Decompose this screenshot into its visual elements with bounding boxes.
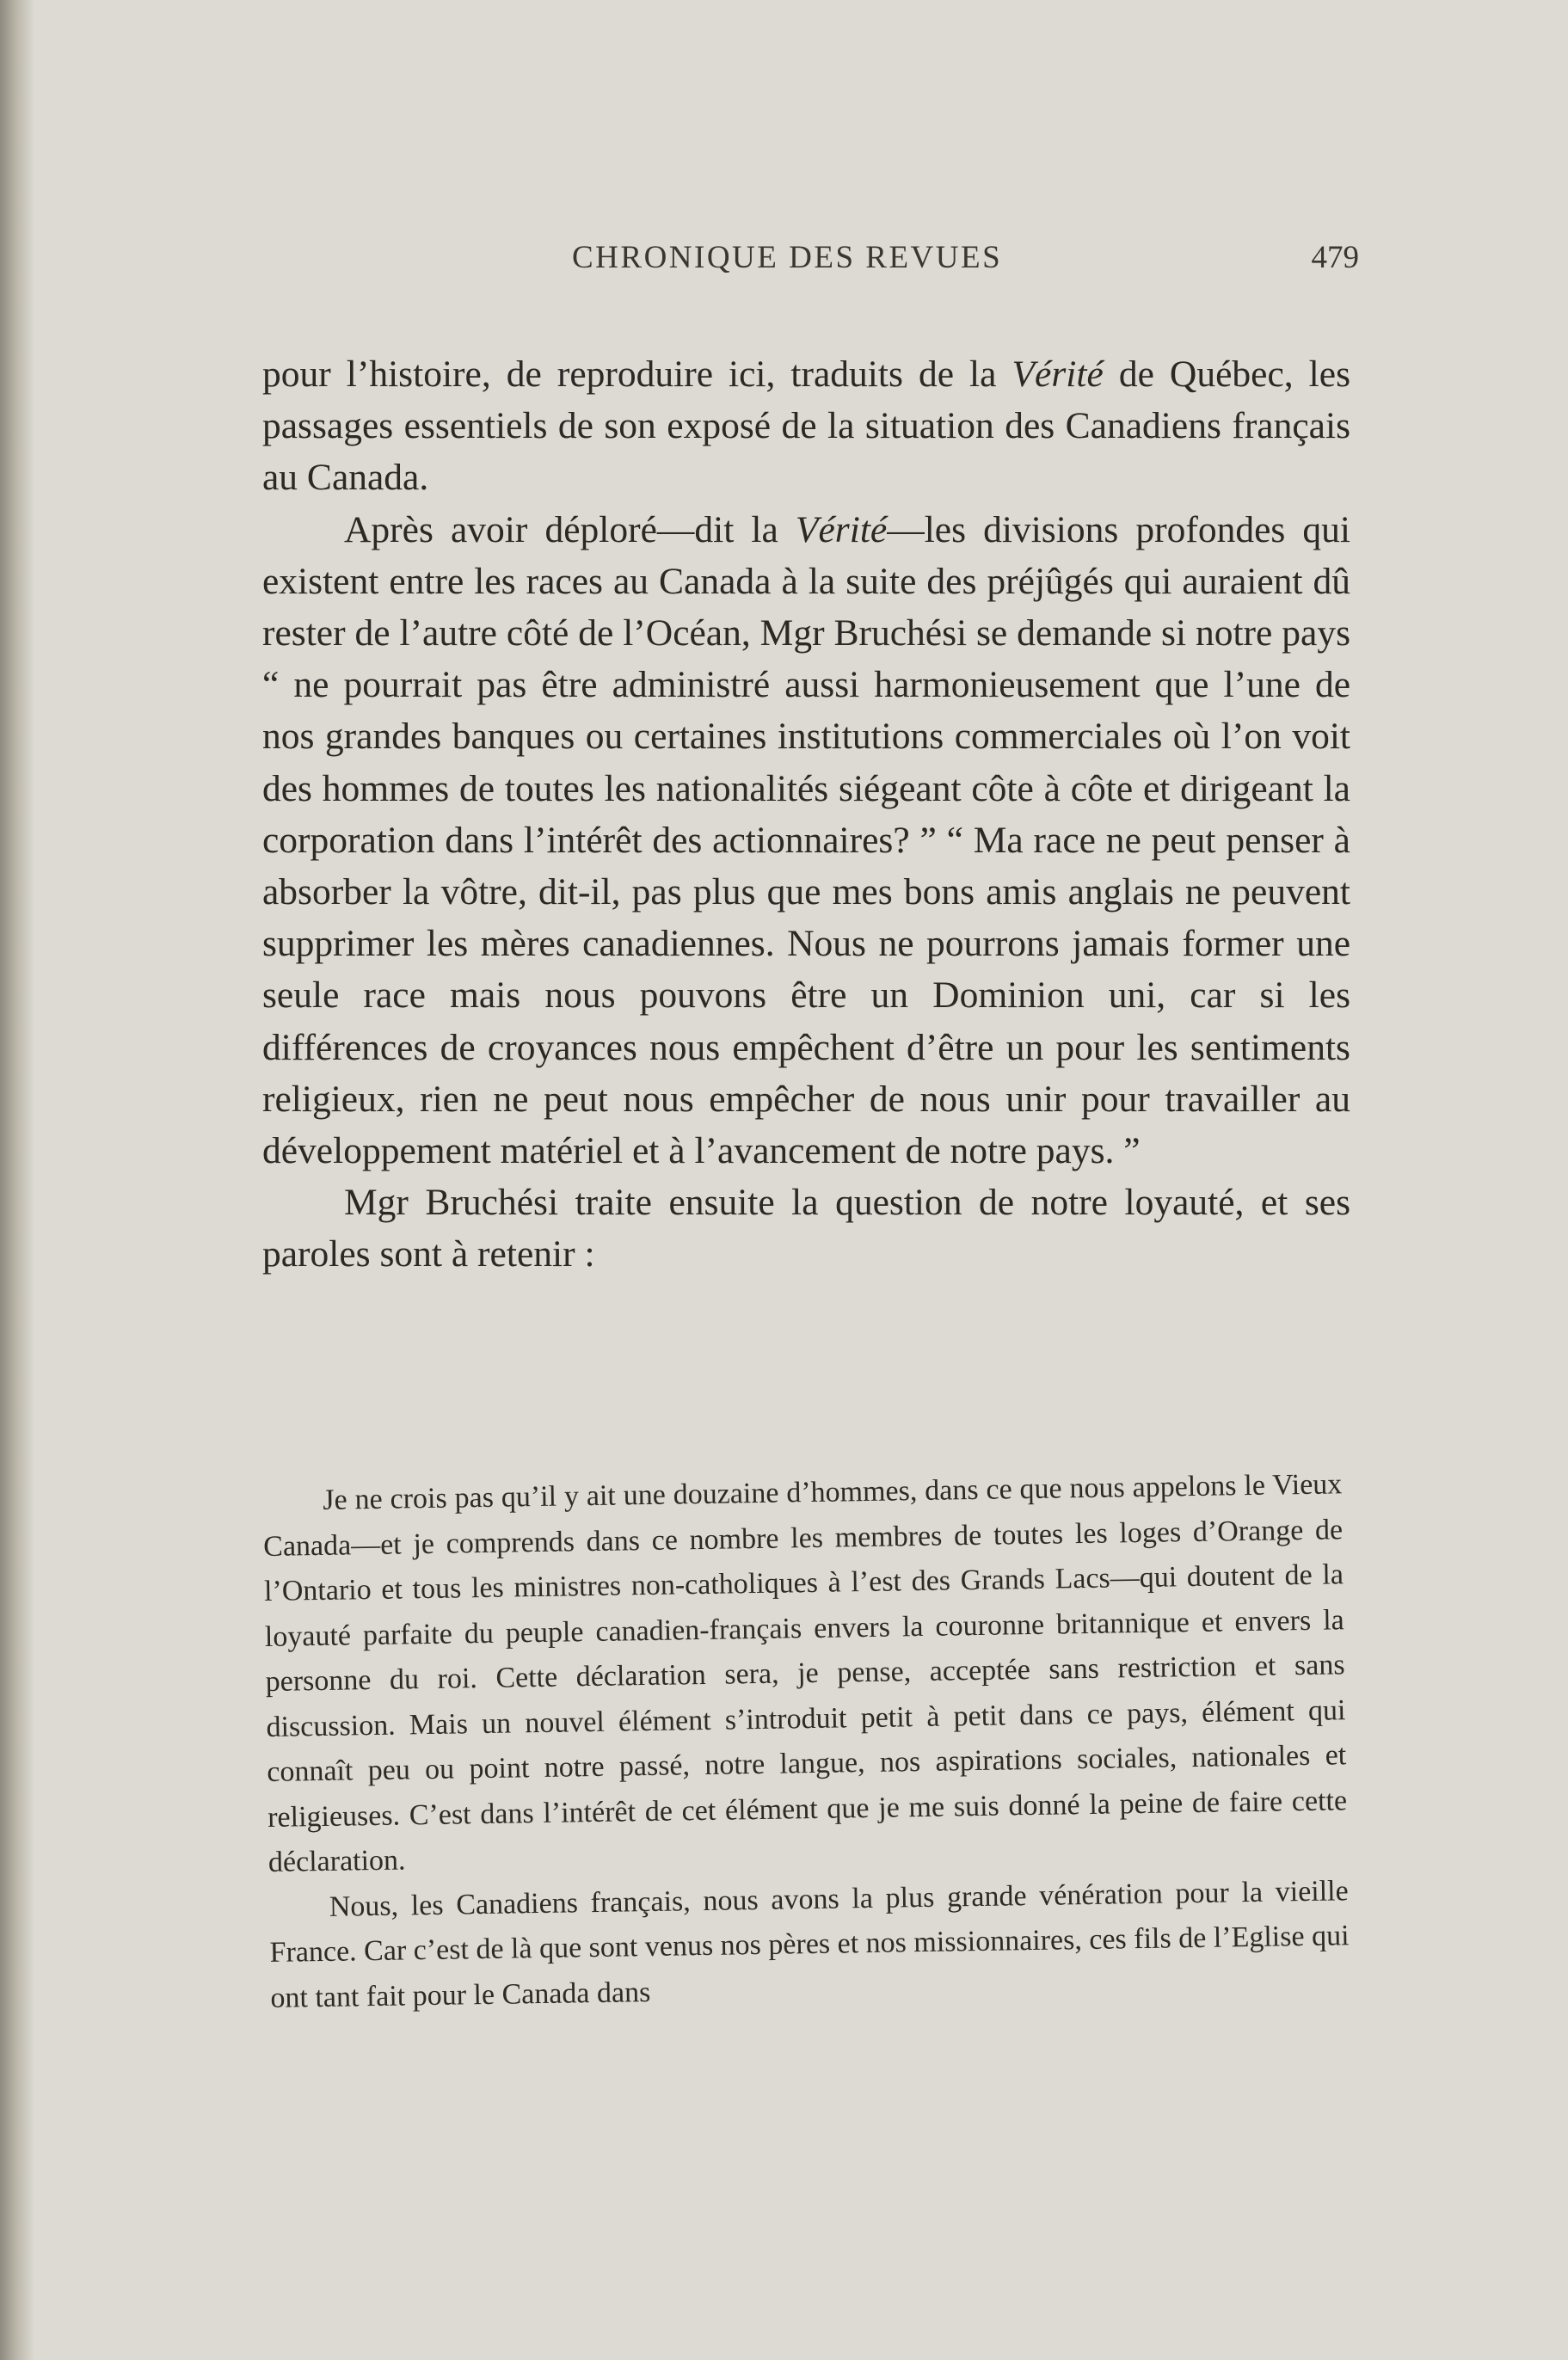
paragraph-2-italic-verite: Vérité	[795, 508, 888, 550]
paragraph-2-text-a: Après avoir déploré—dit la	[344, 508, 796, 550]
paragraph-1-text-a: pour l’histoire, de reproduire ici, traduits de la	[262, 353, 1012, 395]
paragraph-1-italic-verite: Vérité	[1012, 353, 1104, 395]
block-quote	[262, 1462, 1350, 2021]
paragraph-3-text: Mgr Bruchési traite ensuite la question de notre loyauté, et ses paroles sont à retenir :	[262, 1182, 1350, 1275]
paragraph-3	[262, 1177, 1350, 1280]
paragraph-1-text-b: de Québec, les passages essentiels de son exposé de la situation des Canadiens français au Canada.	[262, 353, 1350, 499]
paragraph-2	[262, 504, 1350, 1177]
binding-shadow	[0, 0, 34, 2360]
quote-paragraph-2: Nous, les Canadiens français, nous avons la plus grande vénération pour la vieille France. Car c’est de là que sont venus nos pères et nos missionnaires, ces fils de l’Eglise qui ont tant fait pour le Canada dans	[269, 1874, 1350, 2014]
page-number: 479	[1311, 240, 1359, 275]
paragraph-1	[262, 348, 1350, 504]
quote-paragraph-1: Je ne crois pas qu’il y ait une douzaine d’hommes, dans ce que nous appelons le Vieux Canada—et je comprends dans ce nombre les membres de toutes les loges d’Orange de l’Ontario et tous les ministres non-catholiques à l’est des Grands Lacs—qui doutent de la loyauté parfaite du peuple canadien-français envers la couronne britannique et envers la personne du roi. Cette déclaration sera, je pense, acceptée sans restriction et sans discussion. Mais un nouvel élément s’introduit petit à petit dans ce pays, élément qui connaît peu ou point notre passé, notre langue, nos aspirations sociales, nationales et religieuses. C’est dans l’intérêt de cet élément que je me suis donné la peine de faire cette déclaration.	[262, 1468, 1348, 1878]
paragraph-2-text-b: —les divisions profondes qui existent entre les races au Canada à la suite des préjûgés qui auraient dû rester de l’autre côté de l’Océan, Mgr Bruchési se demande si notre pays “ ne pourrait pas être administré aussi harmonieusement que l’une de nos grandes banques ou certaines institutions commerciales où l’on voit des hommes de toutes les nationalités siégeant côte à côte et dirigeant la corporation dans l’intérêt des actionnaires? ” “ Ma race ne peut penser à absorber la vôtre, dit-il, pas plus que mes bons amis anglais ne peuvent supprimer les mères canadiennes. Nous ne pourrons jamais former une seule race mais nous pouvons être un Dominion uni, car si les différences de croyances nous empêchent d’être un pour les sentiments religieux, rien ne peut nous empêcher de nous unir pour travailler au développement matériel et à l’avancement de notre pays. ”	[262, 508, 1350, 1172]
running-title: CHRONIQUE DES REVUES	[572, 240, 1003, 275]
running-head	[258, 239, 1359, 282]
body-text	[262, 348, 1350, 1281]
